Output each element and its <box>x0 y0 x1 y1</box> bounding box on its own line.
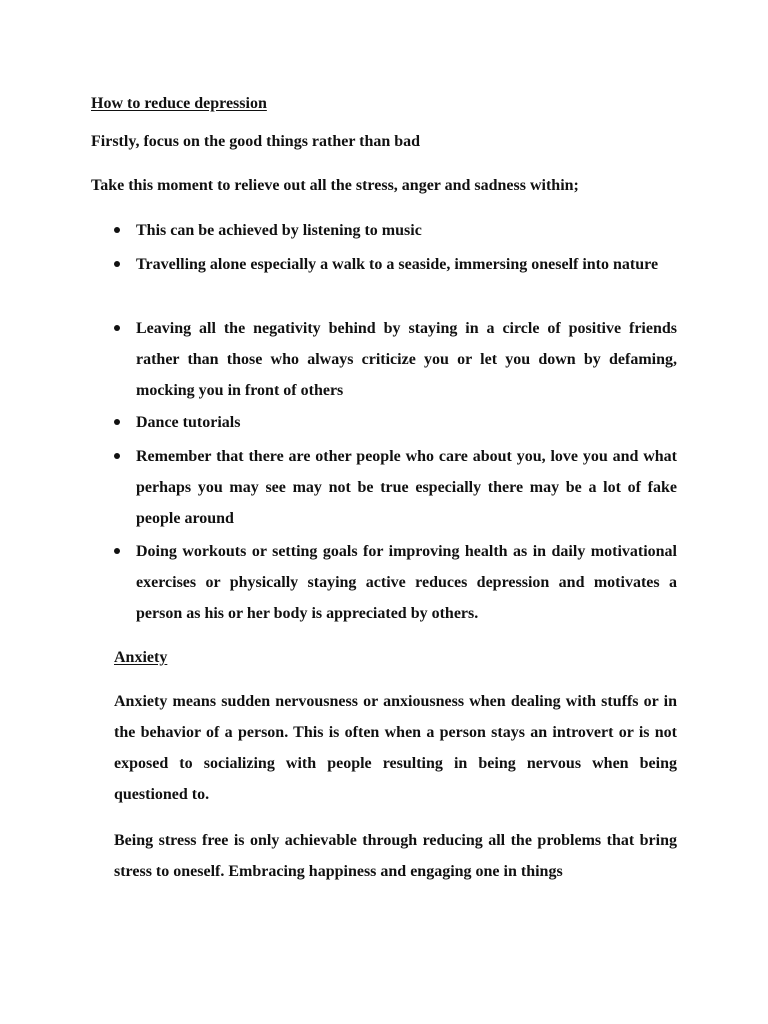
bullet-icon <box>114 325 120 331</box>
bullet-icon <box>114 548 120 554</box>
intro-line-focus: Firstly, focus on the good things rather than bad <box>91 133 421 150</box>
bullet-text: Travelling alone especially a walk to a seaside, immersing oneself into nature <box>136 256 659 273</box>
heading-anxiety: Anxiety <box>114 649 168 666</box>
paragraph-anxiety-definition: Anxiety means sudden nervousness or anxiousness when dealing with stuffs or in the behavior of a person. This is often when a person stays an introvert or is not exposed to socializing with people resulting in being nervous when being questioned to. <box>114 693 677 803</box>
bullet-icon <box>114 419 120 425</box>
bullet-text: Leaving all the negativity behind by staying in a circle of positive friends rather than those who always criticize you or let you down by defaming, mocking you in front of others <box>136 320 677 399</box>
bullet-icon <box>114 453 120 459</box>
bullet-text: Doing workouts or setting goals for improving health as in daily motivational exercises or physically staying active reduces depression and motivates a person as his or her body is appreciated by others. <box>136 543 677 622</box>
bullet-text: Dance tutorials <box>136 414 241 431</box>
heading-reduce-depression: How to reduce depression <box>91 95 267 112</box>
paragraph-stress-free: Being stress free is only achievable through reducing all the problems that bring stress to oneself. Embracing happiness and engaging one in things <box>114 832 677 880</box>
intro-line-stress: Take this moment to relieve out all the stress, anger and sadness within; <box>91 177 579 194</box>
bullet-icon <box>114 227 120 233</box>
bullet-icon <box>114 261 120 267</box>
bullet-text: Remember that there are other people who care about you, love you and what perhaps you may see may not be true especially there may be a lot of fake people around <box>136 448 677 527</box>
bullet-text: This can be achieved by listening to music <box>136 222 422 239</box>
